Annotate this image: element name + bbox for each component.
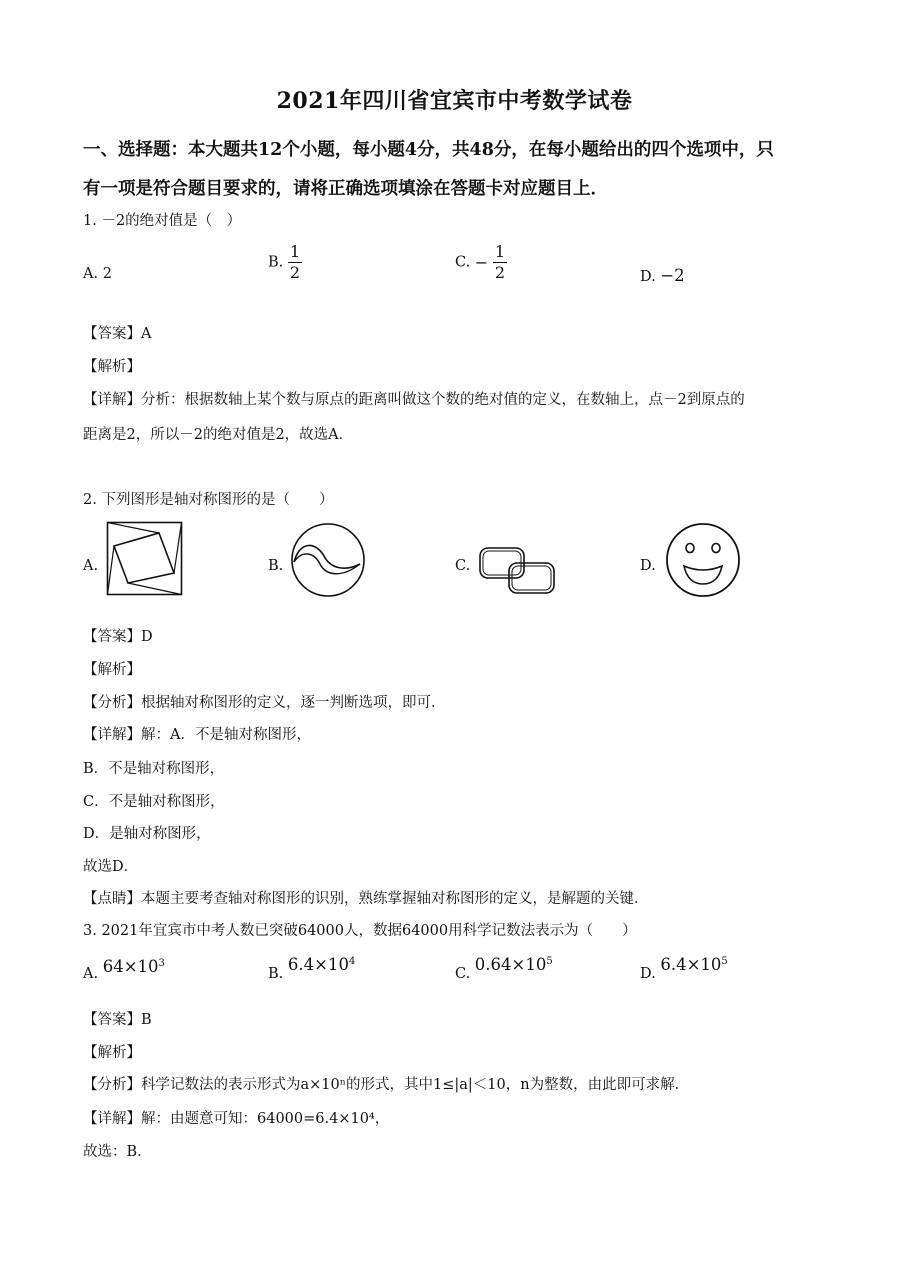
q2-analysis-heading: 【解析】 bbox=[83, 662, 141, 678]
q1-analysis-heading: 【解析】 bbox=[83, 359, 141, 375]
q1-option-d-label: D. bbox=[640, 269, 656, 285]
q2-option-b-label[interactable]: B. bbox=[268, 558, 284, 574]
linked-rounded-rectangles-icon bbox=[478, 545, 558, 597]
q2-detail-line2: B．不是轴对称图形， bbox=[83, 761, 225, 777]
q2-detail-line5: 故选D． bbox=[83, 859, 139, 875]
q1-option-a-label: A. bbox=[83, 266, 99, 282]
q3-option-c-base: 0.64×10 bbox=[474, 955, 547, 974]
q3-option-c-exponent: 5 bbox=[546, 956, 553, 968]
q1-option-d[interactable] bbox=[640, 266, 685, 285]
q1-option-c-fraction bbox=[493, 244, 507, 281]
q2-option-a-label[interactable]: A. bbox=[83, 558, 99, 574]
q3-option-b-base: 6.4×10 bbox=[287, 955, 349, 974]
q3-option-d-label: D. bbox=[640, 966, 656, 982]
q2-detail-line4: D．是轴对称图形， bbox=[83, 826, 211, 842]
q1-answer: 【答案】A bbox=[83, 326, 152, 342]
q3-detail-line1: 【详解】解：由题意可知：64000=6.4×10⁴， bbox=[83, 1111, 390, 1127]
yin-yang-curve-circle-icon bbox=[290, 522, 366, 598]
q3-option-a-label: A. bbox=[83, 966, 99, 982]
q3-answer: 【答案】B bbox=[83, 1012, 152, 1028]
q1-option-b-fraction bbox=[288, 244, 302, 281]
q3-analysis-heading: 【解析】 bbox=[83, 1045, 141, 1061]
q1-detail-line1: 【详解】分析：根据数轴上某个数与原点的距离叫做这个数的绝对值的定义，在数轴上，点－2到原点的 bbox=[83, 392, 745, 408]
q3-option-a-base: 64×10 bbox=[102, 957, 159, 976]
q3-detail-line2: 故选：B． bbox=[83, 1144, 152, 1160]
q3-option-a[interactable] bbox=[83, 957, 165, 982]
q3-option-a-exponent: 3 bbox=[158, 958, 165, 970]
q2-dianjing: 【点睛】本题主要考查轴对称图形的识别，熟练掌握轴对称图形的定义，是解题的关键． bbox=[83, 891, 649, 907]
q2-option-d-label[interactable]: D. bbox=[640, 558, 656, 574]
fraction-denominator: 2 bbox=[494, 263, 505, 282]
q3-option-c-label: C. bbox=[455, 966, 471, 982]
q3-option-d[interactable] bbox=[640, 955, 728, 982]
section-heading-line2: 有一项是符合题目要求的，请将正确选项填涂在答题卡对应题目上． bbox=[83, 179, 608, 199]
q1-stem: 1. －2的绝对值是（ ） bbox=[83, 213, 242, 229]
fraction-numerator: 1 bbox=[494, 242, 505, 261]
fraction-numerator: 1 bbox=[289, 242, 301, 261]
q3-option-d-base: 6.4×10 bbox=[660, 955, 722, 974]
fraction-denominator: 2 bbox=[289, 263, 301, 282]
q2-fenxi: 【分析】根据轴对称图形的定义，逐一判断选项，即可． bbox=[83, 695, 446, 711]
q2-answer: 【答案】D bbox=[83, 629, 153, 645]
q1-option-a[interactable] bbox=[83, 266, 112, 282]
q2-detail-line3: C．不是轴对称图形， bbox=[83, 794, 225, 810]
q3-fenxi: 【分析】科学记数法的表示形式为a×10ⁿ的形式，其中1≤|a|＜10，n为整数，由此即可求解． bbox=[83, 1077, 690, 1093]
q1-detail-line2: 距离是2，所以－2的绝对值是2，故选A． bbox=[83, 427, 354, 443]
q2-option-c-label[interactable]: C. bbox=[455, 558, 471, 574]
q1-option-c-sign: − bbox=[474, 253, 489, 272]
q3-option-b-label: B. bbox=[268, 966, 284, 982]
q1-option-b[interactable] bbox=[268, 244, 302, 281]
q3-option-b[interactable] bbox=[268, 955, 356, 982]
q2-detail-line1: 【详解】解：A．不是轴对称图形， bbox=[83, 727, 311, 743]
section-heading-line1: 一、选择题：本大题共12个小题，每小题4分，共48分，在每小题给出的四个选项中，只 bbox=[83, 140, 774, 160]
smiley-face-icon bbox=[664, 522, 742, 598]
q3-option-c[interactable] bbox=[455, 955, 553, 982]
q1-option-a-value: 2 bbox=[102, 266, 112, 282]
q1-option-c[interactable] bbox=[455, 244, 507, 281]
q3-option-b-exponent: 4 bbox=[348, 956, 356, 968]
square-with-inscribed-square-icon bbox=[106, 521, 184, 597]
q2-stem: 2. 下列图形是轴对称图形的是（ ） bbox=[83, 492, 334, 508]
q1-option-b-label: B. bbox=[268, 254, 284, 271]
q3-option-d-exponent: 5 bbox=[721, 956, 728, 968]
q1-option-c-label: C. bbox=[455, 254, 471, 271]
q3-stem: 3. 2021年宜宾市中考人数已突破64000人，数据64000用科学记数法表示为（ ） bbox=[83, 923, 637, 939]
page-title: 2021年四川省宜宾市中考数学试卷 bbox=[276, 88, 633, 114]
q1-option-d-value: −2 bbox=[660, 266, 685, 285]
